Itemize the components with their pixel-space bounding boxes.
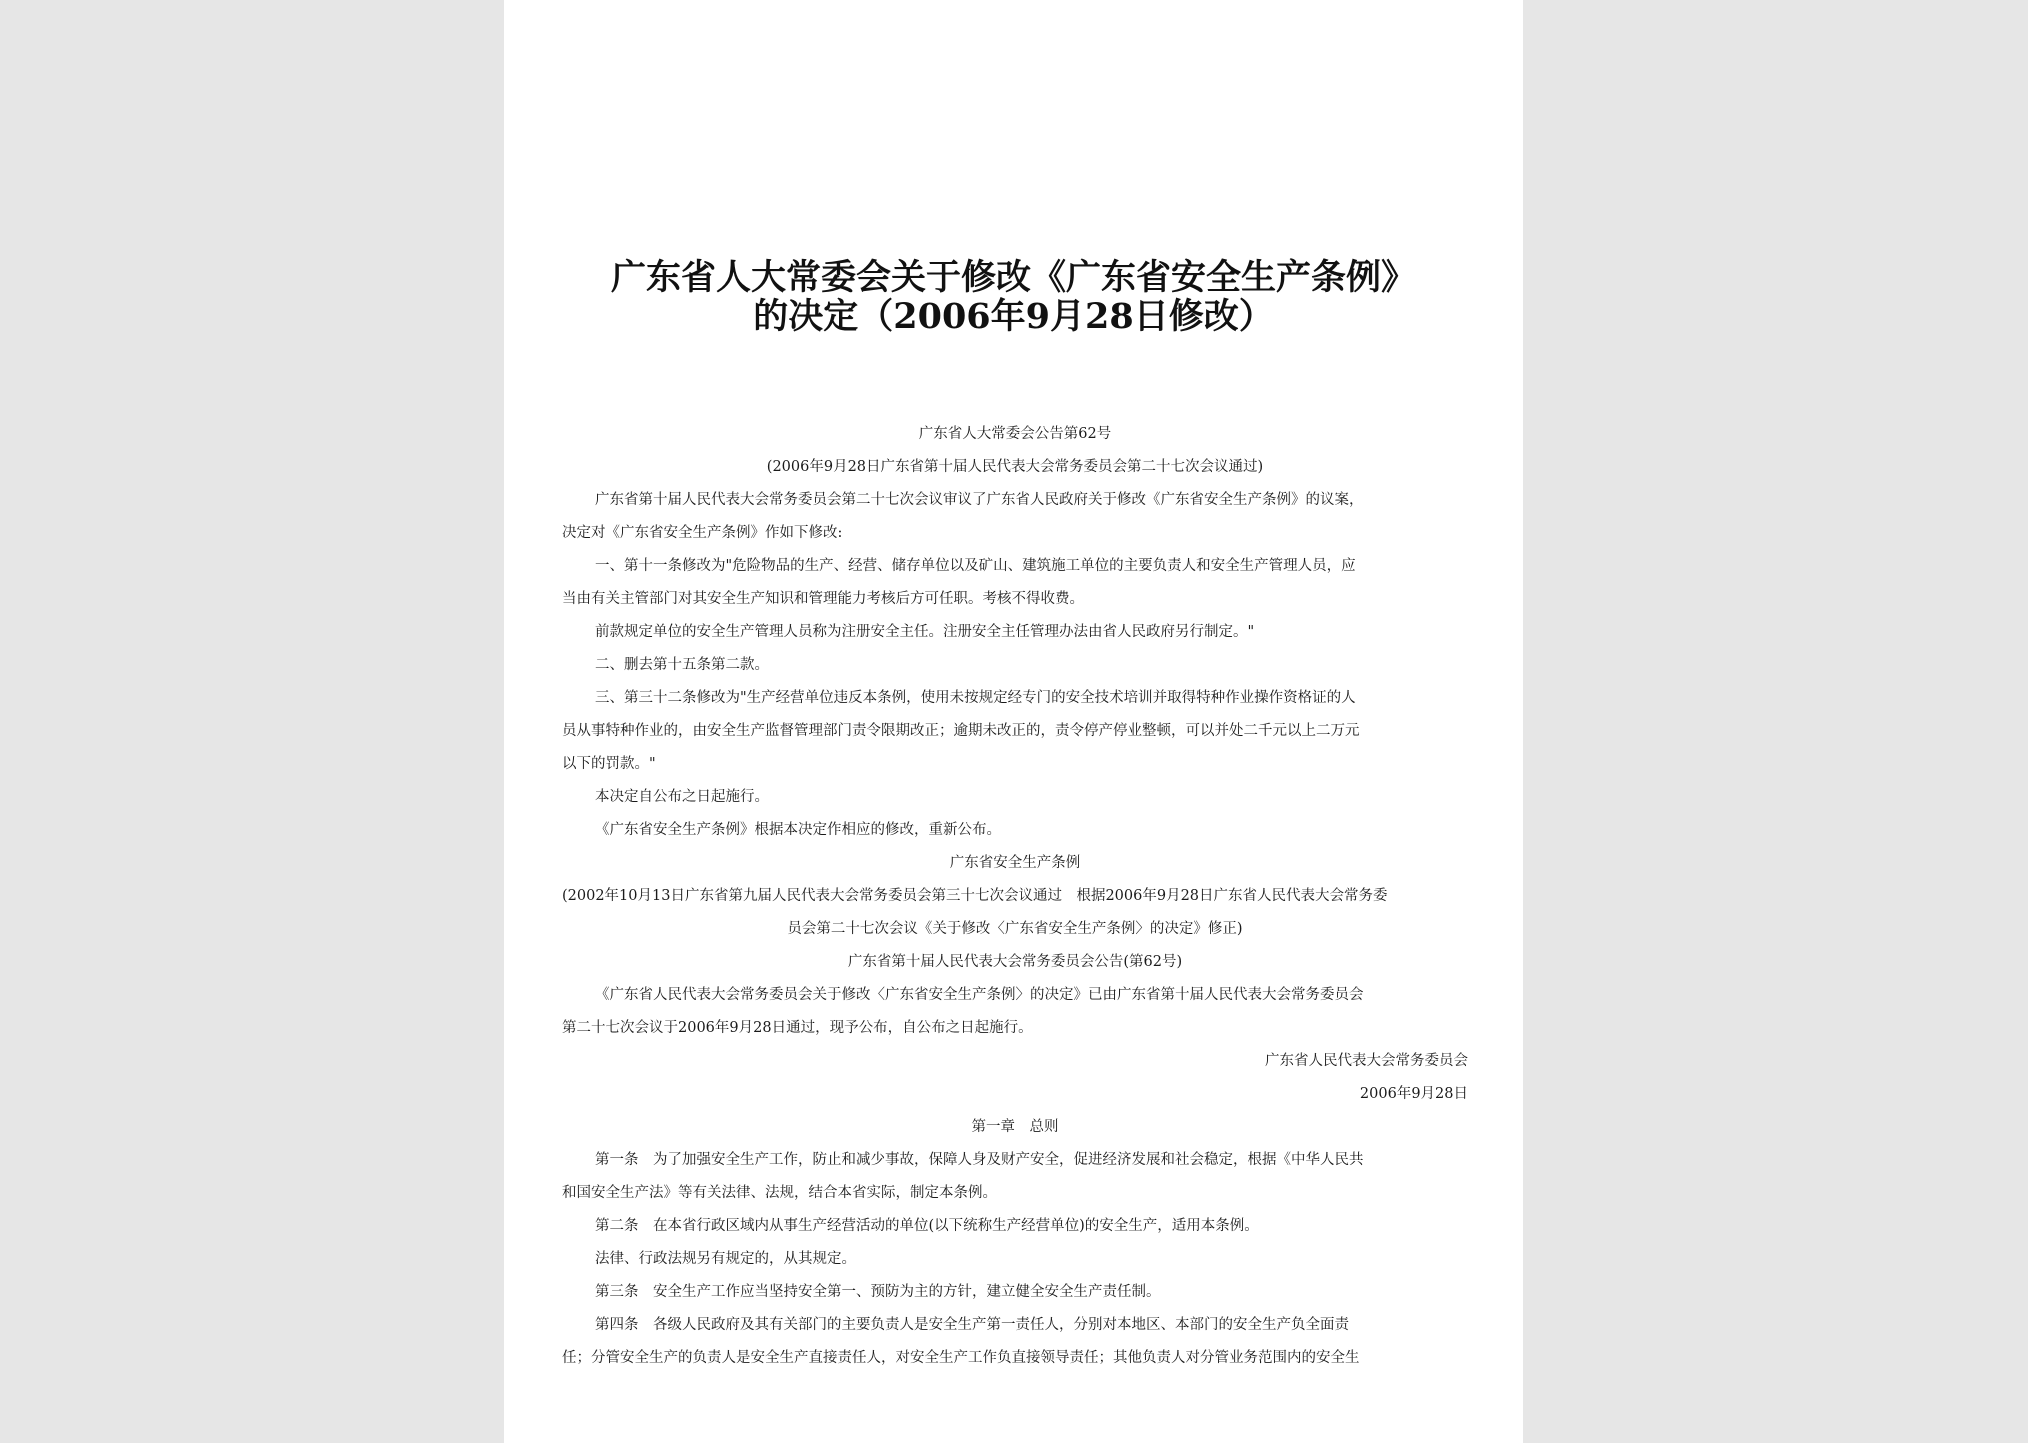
paragraph-24: 和国安全生产法》等有关法律、法规，结合本省实际，制定本条例。 [562,1185,997,1201]
paragraph-21: 2006年9月28日 [1359,1086,1468,1102]
paragraph-9: 三、第三十二条修改为"生产经营单位违反本条例，使用未按规定经专门的安全技术培训并取得特种作业操作资格证的人 [595,690,1356,706]
paragraph-6: 当由有关主管部门对其安全生产知识和管理能力考核后方可任职。考核不得收费。 [562,591,1084,607]
paragraph-22: 第一章 总则 [971,1119,1059,1135]
paragraph-13: 《广东省安全生产条例》根据本决定作相应的修改，重新公布。 [595,822,1001,838]
document-body [562,418,1468,1375]
paragraph-1: 广东省人大常委会公告第62号 [918,426,1112,442]
paragraph-15: (2002年10月13日广东省第九届人民代表大会常务委员会第三十七次会议通过 根据2006年9月28日广东省人民代表大会常务委 [562,888,1388,904]
paragraph-8: 二、删去第十五条第二款。 [595,657,769,673]
paragraph-27: 第三条 安全生产工作应当坚持安全第一、预防为主的方针，建立健全安全生产责任制。 [595,1284,1161,1300]
title-line-2: 的决定（2006年9月28日修改） [753,296,1274,337]
paragraph-17: 广东省第十届人民代表大会常务委员会公告(第62号) [847,954,1183,970]
paragraph-23: 第一条 为了加强安全生产工作，防止和减少事故，保障人身及财产安全，促进经济发展和社会稳定，根据《中华人民共 [595,1152,1364,1168]
paragraph-25: 第二条 在本省行政区域内从事生产经营活动的单位(以下统称生产经营单位)的安全生产，适用本条例。 [595,1218,1259,1234]
paragraph-16: 员会第二十七次会议《关于修改〈广东省安全生产条例〉的决定》修正) [787,921,1243,937]
paragraph-7: 前款规定单位的安全生产管理人员称为注册安全主任。注册安全主任管理办法由省人民政府另行制定。" [595,624,1255,640]
title-line-1: 广东省人大常委会关于修改《广东省安全生产条例》 [610,257,1416,298]
paragraph-5: 一、第十一条修改为"危险物品的生产、经营、储存单位以及矿山、建筑施工单位的主要负责人和安全生产管理人员，应 [595,558,1356,574]
document-title [504,258,1523,336]
paragraph-10: 员从事特种作业的，由安全生产监督管理部门责令限期改正；逾期未改正的，责令停产停业整顿，可以并处二千元以上二万元 [562,723,1360,739]
document-page [504,0,1523,1443]
paragraph-19: 第二十七次会议于2006年9月28日通过，现予公布，自公布之日起施行。 [562,1020,1033,1036]
paragraph-11: 以下的罚款。" [562,756,656,772]
paragraph-26: 法律、行政法规另有规定的，从其规定。 [595,1251,856,1267]
paragraph-3: 广东省第十届人民代表大会常务委员会第二十七次会议审议了广东省人民政府关于修改《广东省安全生产条例》的议案， [595,492,1364,508]
paragraph-18: 《广东省人民代表大会常务委员会关于修改〈广东省安全生产条例〉的决定》已由广东省第十届人民代表大会常务委员会 [595,987,1364,1003]
paragraph-20: 广东省人民代表大会常务委员会 [1265,1053,1468,1069]
paragraph-14: 广东省安全生产条例 [949,855,1081,871]
paragraph-12: 本决定自公布之日起施行。 [595,789,769,805]
paragraph-4: 决定对《广东省安全生产条例》作如下修改: [562,525,843,541]
paragraph-29: 任；分管安全生产的负责人是安全生产直接责任人，对安全生产工作负直接领导责任；其他负责人对分管业务范围内的安全生 [562,1350,1360,1366]
paragraph-28: 第四条 各级人民政府及其有关部门的主要负责人是安全生产第一责任人，分别对本地区、本部门的安全生产负全面责 [595,1317,1349,1333]
paragraph-2: (2006年9月28日广东省第十届人民代表大会常务委员会第二十七次会议通过) [766,459,1264,475]
